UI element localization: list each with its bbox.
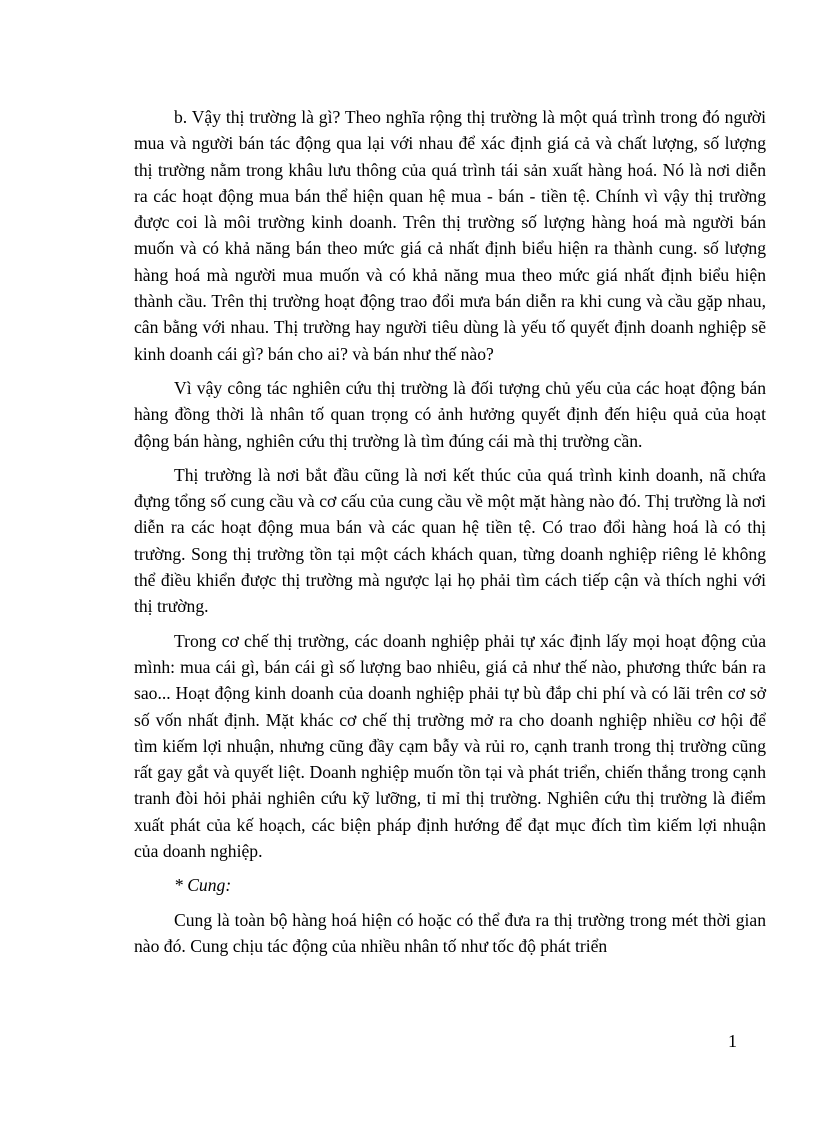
document-body bbox=[134, 104, 766, 967]
paragraph-market-research: Vì vậy công tác nghiên cứu thị trường là đối tượng chủ yếu của các hoạt động bán hàng đồng thời là nhân tố quan trọng có ảnh hưởng quyết định đến hiệu quả của hoạt động bán hàng, nghiên cứu thị trường là tìm đúng cái mà thị trường cần. bbox=[134, 377, 766, 451]
paragraph-market-role: Thị trường là nơi bắt đầu cũng là nơi kết thúc của quá trình kinh doanh, nã chứa đựng tổng số cung cầu và cơ cấu của cung cầu về một mặt hàng nào đó. Thị trường là nơi diễn ra các hoạt động mua bán và các quan hệ tiền tệ. Có trao đổi hàng hoá là có thị trường. Song thị trường tồn tại một cách khách quan, từng doanh nghiệp riêng lẻ không thể điều khiển được thị trường mà ngược lại họ phải tìm cách tiếp cận và thích nghi với thị trường. bbox=[134, 464, 766, 617]
paragraph-market-mechanism: Trong cơ chế thị trường, các doanh nghiệp phải tự xác định lấy mọi hoạt động của mình: mua cái gì, bán cái gì số lượng bao nhiêu, giá cả như thế nào, phương thức bán ra sao... Hoạt động kinh doanh của doanh nghiệp phải tự bù đắp chi phí và có lãi trên cơ sở số vốn nhất định. Mặt khác cơ chế thị trường mở ra cho doanh nghiệp nhiều cơ hội để tìm kiếm lợi nhuận, nhưng cũng đầy cạm bẫy và rủi ro, cạnh tranh trong thị trường cũng rất gay gắt và quyết liệt. Doanh nghiệp muốn tồn tại và phát triển, chiến thắng trong cạnh tranh đòi hỏi phải nghiên cứu kỹ lưỡng, tỉ mỉ thị trường. Nghiên cứu thị trường là điểm xuất phát của kế hoạch, các biện pháp định hướng để đạt mục đích tìm kiếm lợi nhuận của doanh nghiệp. bbox=[134, 630, 766, 862]
paragraph-supply: Cung là toàn bộ hàng hoá hiện có hoặc có thể đưa ra thị trường trong mét thời gian nào đó. Cung chịu tác động của nhiều nhân tố như tốc độ phát triển bbox=[134, 909, 766, 956]
page-number: 1 bbox=[728, 1031, 737, 1051]
paragraph-market-definition: b. Vậy thị trường là gì? Theo nghĩa rộng thị trường là một quá trình trong đó người mua và người bán tác động qua lại với nhau để xác định giá cả và chất lượng, số lượng thị trường nằm trong khâu lưu thông của quá trình tái sản xuất hàng hoá. Nó là nơi diễn ra các hoạt động mua bán thể hiện quan hệ mua - bán - tiền tệ. Chính vì vậy thị trường được coi là môi trường kinh doanh. Trên thị trường số lượng hàng hoá mà người bán muốn và có khả năng bán theo mức giá cả nhất định biểu hiện ra thành cung. số lượng hàng hoá mà người mua muốn và có khả năng mua theo mức giá nhất định biểu hiện thành cầu. Trên thị trường hoạt động trao đổi mưa bán diễn ra khi cung và cầu gặp nhau, cân bằng với nhau. Thị trường hay người tiêu dùng là yếu tố quyết định doanh nghiệp sẽ kinh doanh cái gì? bán cho ai? và bán như thế nào? bbox=[134, 107, 766, 364]
subheading-supply: * Cung: bbox=[174, 875, 232, 896]
